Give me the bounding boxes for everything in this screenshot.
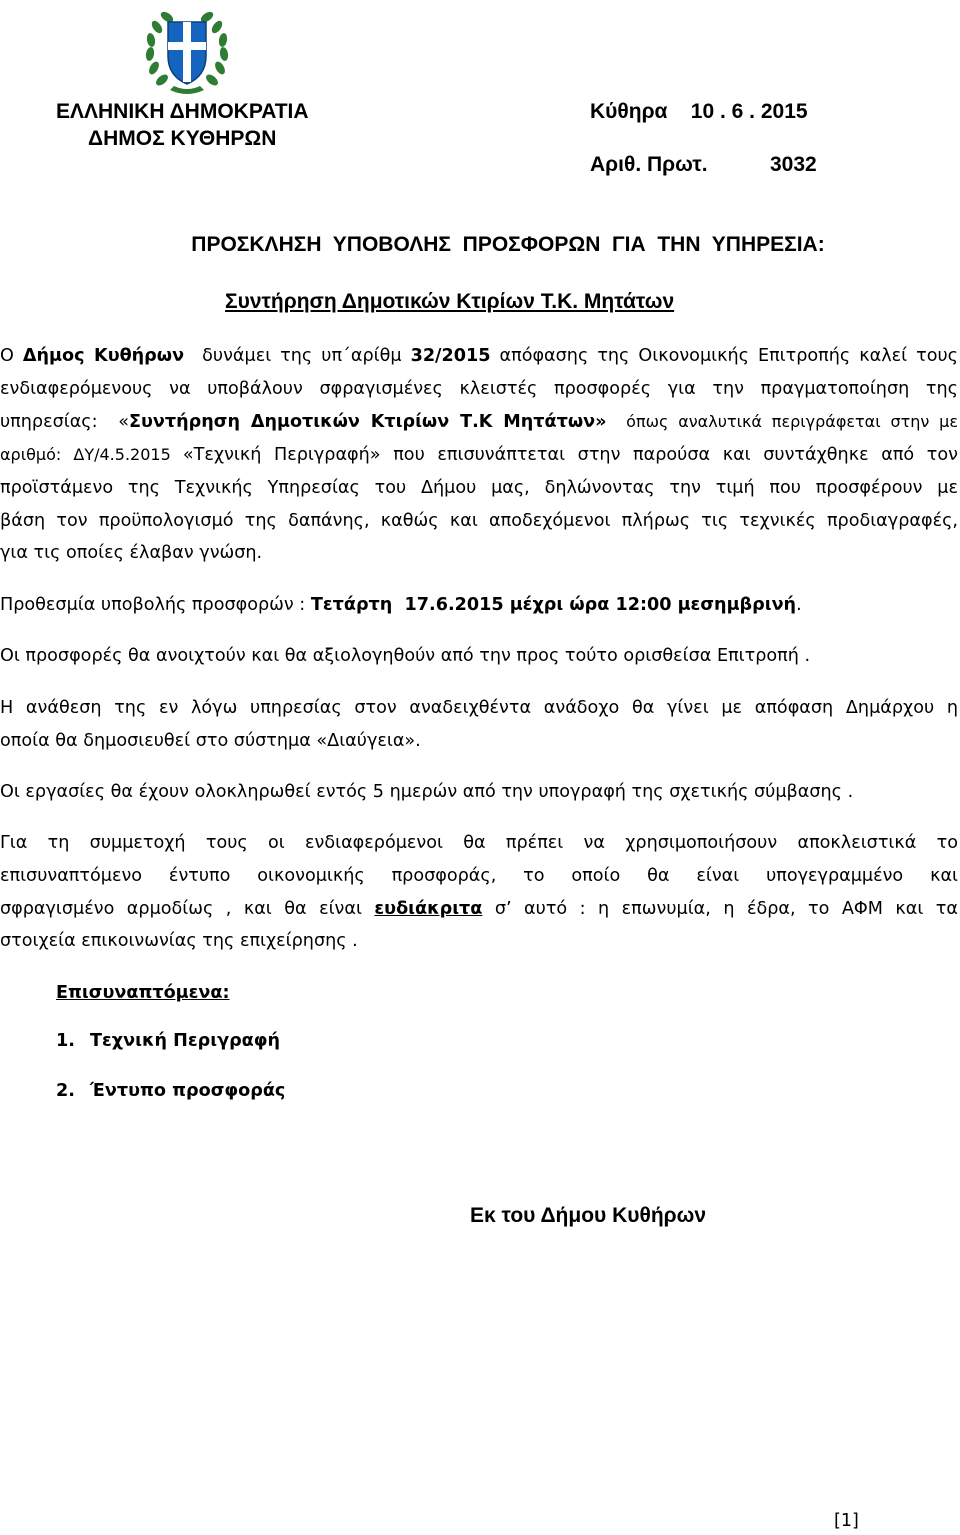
attachment-number: 1. xyxy=(56,1031,75,1051)
completion-statement: Οι εργασίες θα έχουν ολοκληρωθεί εντός 5 ημερών από την υπογραφή της σχετικής σύμβασης . xyxy=(0,782,854,802)
deadline-value: Τετάρτη 17.6.2015 μέχρι ώρα 12:00 μεσημβρινή xyxy=(310,595,797,615)
attachment-number: 2. xyxy=(56,1081,75,1101)
intro-line: για τις οποίες έλαβαν γνώση. xyxy=(0,543,263,563)
deadline-line: Προθεσμία υποβολής προσφορών : Τετάρτη 17.6.2015 μέχρι ώρα 12:00 μεσημβρινή. xyxy=(0,595,802,615)
protocol-label: Αριθ. Πρωτ. xyxy=(590,153,708,176)
document-title: ΠΡΟΣΚΛΗΣΗ ΥΠΟΒΟΛΗΣ ΠΡΟΣΦΟΡΩΝ ΓΙΑ ΤΗΝ ΥΠΗΡΕΣΙΑ: xyxy=(191,233,825,256)
protocol-number: 3032 xyxy=(770,153,817,176)
clearly-emphasis: ευδιάκριτα xyxy=(374,899,483,919)
award-line: οποία θα δημοσιευθεί στο σύστημα «Διαύγεια». xyxy=(0,731,421,751)
place-date: Κύθηρα 10 . 6 . 2015 xyxy=(590,100,808,123)
participation-line: Για τη συμμετοχή τους οι ενδιαφερόμενοι θα πρέπει να χρησιμοποιήσουν αποκλειστικά το xyxy=(0,833,958,853)
participation-line: σφραγισμένο αρμοδίως , και θα είναι ευδιάκριτα σ’ αυτό : η επωνυμία, η έδρα, το ΑΦΜ και τα xyxy=(0,899,959,919)
document-subtitle: Συντήρηση Δημοτικών Κτιρίων Τ.Κ. Μητάτων xyxy=(225,290,675,313)
participation-line: στοιχεία επικοινωνίας της επιχείρησης . xyxy=(0,931,358,951)
intro-line: αριθμό: ΔΥ/4.5.2015 «Τεχνική Περιγραφή» που επισυνάπτεται στην παρούσα και συντάχθηκε από τον xyxy=(0,445,958,465)
intro-line: ενδιαφερόμενους να υποβάλουν σφραγισμένες κλειστές προσφορές για την πραγματοποίηση της xyxy=(0,379,958,399)
award-line: Η ανάθεση της εν λόγω υπηρεσίας στον αναδειχθέντα ανάδοχο θα γίνει με απόφαση Δημάρχου η xyxy=(0,698,958,718)
intro-line: προϊστάμενο της Τεχνικής Υπηρεσίας του Δήμου μας, δηλώνοντας την τιμή που προσφέρουν με xyxy=(0,478,958,498)
participation-line: επισυναπτόμενο έντυπο οικονομικής προσφοράς, το οποίο θα είναι υπογεγραμμένο και xyxy=(0,866,958,886)
municipality-name: ΔΗΜΟΣ ΚΥΘΗΡΩΝ xyxy=(88,127,277,150)
attachment-item-technical-description: Τεχνική Περιγραφή xyxy=(90,1031,281,1051)
municipality-bold: Δήμος Κυθήρων xyxy=(22,346,185,366)
country-name: ΕΛΛΗΝΙΚΗ ΔΗΜΟΚΡΑΤΙΑ xyxy=(56,100,309,123)
signature-line: Εκ του Δήμου Κυθήρων xyxy=(470,1204,707,1227)
intro-line: υπηρεσίας: «Συντήρηση Δημοτικών Κτιρίων Τ.Κ Μητάτων» όπως αναλυτικά περιγράφεται στην με xyxy=(0,412,958,432)
service-name-bold: Συντήρηση Δημοτικών Κτιρίων Τ.Κ Μητάτων» xyxy=(129,412,607,432)
attachments-heading: Επισυναπτόμενα: xyxy=(56,983,230,1003)
opening-statement: Οι προσφορές θα ανοιχτούν και θα αξιολογηθούν από την προς τούτο ορισθείσα Επιτροπή . xyxy=(0,646,811,666)
attachment-item-offer-form: Έντυπο προσφοράς xyxy=(90,1081,286,1101)
intro-line: Ο Δήμος Κυθήρων δυνάμει της υπ΄αρίθμ 32/2015 απόφασης της Οικονομικής Επιτροπής καλεί τους xyxy=(0,346,958,366)
page-number: [1] xyxy=(834,1511,859,1531)
greek-state-emblem-icon xyxy=(140,6,234,98)
intro-line: βάση τον προϋπολογισμό της δαπάνης, καθώς και αποδεχόμενοι πλήρως τις τεχνικές προδιαγραφές, xyxy=(0,511,958,531)
